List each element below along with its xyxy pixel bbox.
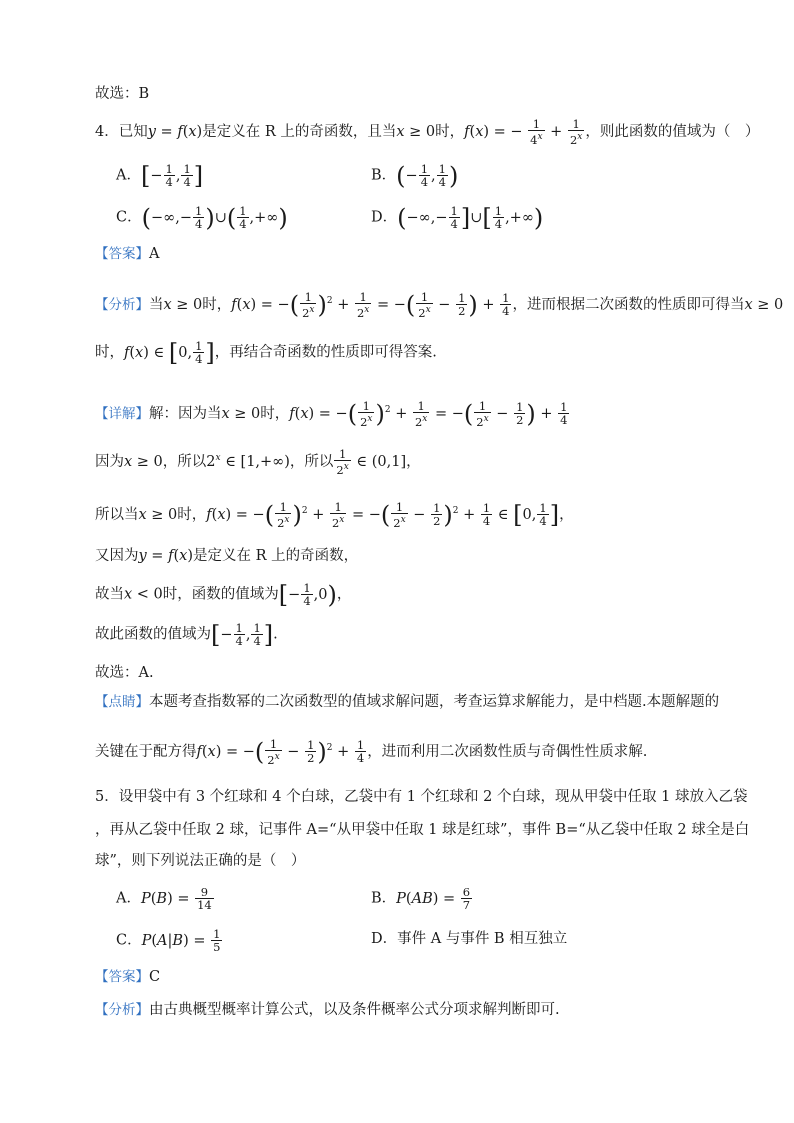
q5-option-a: A．P(B) = $\frac{9}{14}$ (116, 885, 212, 912)
q4-detail-line5: 故当x < 0时，函数的值域为[− $\frac{1}{4}$ ,0)， (95, 580, 352, 609)
q4-detail-line4: 又因为y = f(x)是定义在 R 上的奇函数， (95, 548, 359, 564)
q5-analysis: 【分析】由古典概型概率计算公式，以及条件概率公式分项求解判断即可. (95, 1002, 560, 1018)
q4-detail-line1: 【详解】解：因为当x ≥ 0时，f(x) = −( $\frac{1}{2^x}$ )$^2$ + $\frac{1}{2^x}$ = −( $\frac{1}{2^x}$ − $\frac{1}{2}$ ) + $\frac{1}{4}$ (95, 398, 568, 429)
q5-stem-line1: 5．设甲袋中有 3 个红球和 4 个白球，乙袋中有 1 个红球和 2 个白球，现从甲袋中任取 1 球放入乙袋 (95, 789, 748, 805)
q5-option-d: D．事件 A 与事件 B 相互独立 (371, 931, 568, 947)
q5-stem-line3: 球”，则下列说法正确的是（ ） (95, 853, 306, 869)
q4-analysis-line2: 时，f(x) ∈ [0, $\frac{1}{4}$ ]，再结合奇函数的性质即可得答案. (95, 338, 437, 367)
q4-analysis-line1: 【分析】当x ≥ 0时，f(x) = −( $\frac{1}{2^x}$ )$^2$ + $\frac{1}{2^x}$ = −( $\frac{1}{2^x}$ − $\frac{1}{2}$ ) + $\frac{1}{4}$ ，进而根据二次函数的性质即可得当x ≥ 0 (95, 289, 784, 320)
q4-comment-line2: 关键在于配方得f(x) = −( $\frac{1}{2^x}$ − $\frac{1}{2}$ )$^2$ + $\frac{1}{4}$ ，进而利用二次函数性质与奇偶性性质求解. (95, 736, 648, 767)
q4-detail-line6: 故此函数的值域为[− $\frac{1}{4}$ , $\frac{1}{4}$ ]. (95, 620, 278, 649)
q4-choice: 故选：A. (95, 665, 154, 681)
q4-answer: 【答案】A (95, 246, 160, 262)
q4-detail-line2: 因为x ≥ 0，所以2$^x$ ∈ [1,+∞)，所以 $\frac{1}{2^x}$ ∈ (0,1]， (95, 446, 421, 477)
q4-option-d: D．(−∞,− $\frac{1}{4}$ ]∪[ $\frac{1}{4}$ ,+∞) (371, 203, 544, 232)
q5-option-b: B．P(AB) = $\frac{6}{7}$ (371, 885, 471, 912)
q5-answer: 【答案】C (95, 969, 161, 985)
q4-option-b: B．(− $\frac{1}{4}$ , $\frac{1}{4}$ ) (371, 161, 459, 190)
q4-option-a: A．[− $\frac{1}{4}$ , $\frac{1}{4}$ ] (116, 161, 204, 190)
q4-stem: 4．已知y = f(x)是定义在 R 上的奇函数，且当x ≥ 0时，f(x) = − $\frac{1}{4^x}$ + $\frac{1}{2^x}$ ，则此函数的值域为（ ） (95, 117, 760, 147)
q5-stem-line2: ，再从乙袋中任取 2 球，记事件 A=“从甲袋中任取 1 球是红球”，事件 B=“从乙袋中任取 2 球全是白 (95, 822, 750, 838)
q4-option-c: C．(−∞,− $\frac{1}{4}$ )∪( $\frac{1}{4}$ ,+∞) (116, 203, 288, 232)
prev-choice: 故选：B (95, 86, 150, 102)
q5-option-c: C．P(A|B) = $\frac{1}{5}$ (116, 927, 221, 954)
q4-comment-line1: 【点睛】本题考查指数幂的二次函数型的值域求解问题，考查运算求解能力，是中档题.本题解题的 (95, 694, 720, 710)
q4-detail-line3: 所以当x ≥ 0时，f(x) = −( $\frac{1}{2^x}$ )$^2$ + $\frac{1}{2^x}$ = −( $\frac{1}{2^x}$ − $\frac{1}{2}$ )$^2$ + $\frac{1}{4}$ ∈ [0, $\frac{1}{4}$ ]， (95, 499, 574, 530)
